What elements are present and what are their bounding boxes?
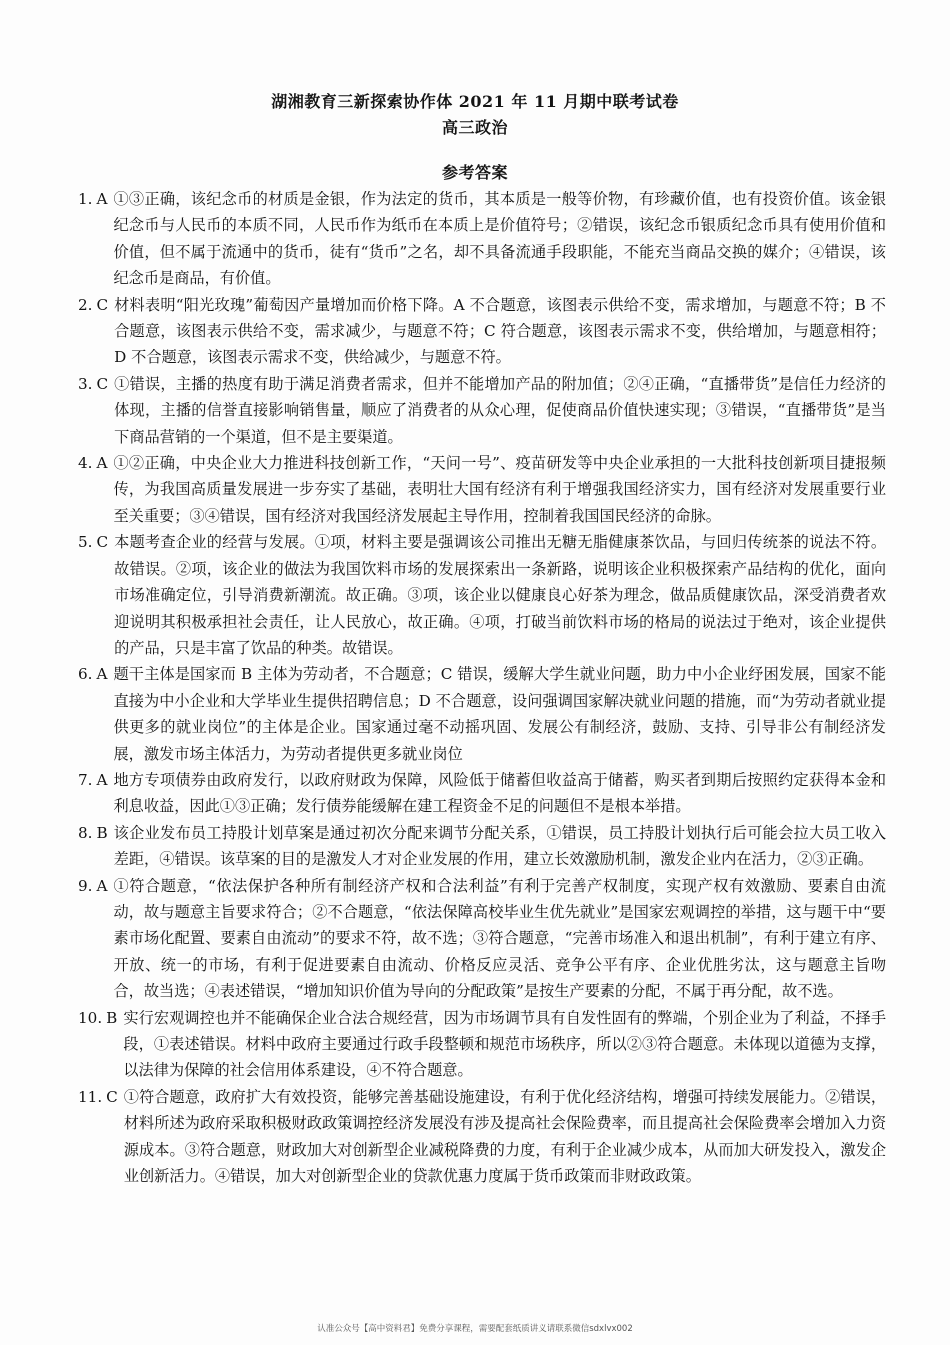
answer-item-8 [78,820,886,873]
answer-item-5 [78,529,886,661]
section-heading: 参考答案 [441,163,508,182]
item-number: 1. [78,190,93,208]
item-explanation: ①符合题意，“依法保护各种所有制经济产权和合法利益”有利于完善产权制度，实现产权有效激励、要素自由流动，故与题意主旨要求符合；②不合题意，“依法保障高校毕业生优先就业”是国家宏观调控的举措，这与题干中“要素市场化配置、要素自由流动”的要求不符，故不选；③符合题意，“完善市场准入和退出机制”，有利于建立有序、开放、统一的市场，有利于促进要素自由流动、价格反应灵活、竞争公平有序、企业优胜劣汰，这与题意主旨吻合，故当选；④表述错误，“增加知识价值为导向的分配政策”是按生产要素的分配，不属于再分配，故不选。 [113,876,886,1001]
item-number: 8. [78,823,93,842]
exam-subject: 高三政治 [441,118,508,137]
item-answer: C [96,374,109,393]
item-number: 2. [78,295,93,314]
item-explanation: 地方专项债券由政府发行，以政府财政为保障，风险低于储蓄但收益高于储蓄，购买者到期后按照约定获得本金和利息收益，因此①③正确；发行债券能缓解在建工程资金不足的问题但不是根本举措。 [113,770,886,816]
answer-item-7 [78,767,886,820]
item-number: 11. [78,1087,103,1106]
answer-list [78,186,886,1189]
item-number: 4. [78,454,93,473]
item-explanation: ①②正确，中央企业大力推进科技创新工作，“天问一号”、疫苗研发等中央企业承担的一大批科技创新项目捷报频传，为我国高质量发展进一步夯实了基础，表明壮大国有经济有利于增强我国经济实力，国有经济对发展重要行业至关重要；③④错误，国有经济对我国经济发展起主导作用，控制着我国国民经济的命脉。 [113,454,886,525]
item-explanation: ①③正确，该纪念币的材质是金银，作为法定的货币，其本质是一般等价物，有珍藏价值，也有投资价值。该金银纪念币与人民币的本质不同，人民币作为纸币在本质上是价值符号；②错误，该纪念币银质纪念币具有使用价值和价值，但不属于流通中的货币，徒有“货币”之名，却不具备流通手段职能，不能充当商品交换的媒介；④错误，该纪念币是商品，有价值。 [113,190,886,288]
item-explanation: 材料表明“阳光玫瑰”葡萄因产量增加而价格下降。A 不合题意，该图表示供给不变，需求增加，与题意不符；B 不合题意，该图表示供给不变，需求减少，与题意不符；C 符合题意，该图表示需求不变，供给增加，与题意相符；D 不合题意，该图表示需求不变，供给减少，与题意不符。 [114,295,886,367]
item-answer: A [96,770,108,789]
item-answer: A [96,665,108,684]
answer-item-10 [78,1005,886,1084]
item-number: 10. [78,1008,103,1027]
item-number: 3. [78,374,93,393]
item-explanation: 该企业发布员工持股计划草案是通过初次分配来调节分配关系，①错误，员工持股计划执行后可能会拉大员工收入差距，④错误。该草案的目的是激发人才对企业发展的作用，建立长效激励机制，激发企业内在活力，②③正确。 [113,823,886,869]
item-number: 6. [78,665,93,684]
item-answer: C [106,1087,118,1106]
item-answer: C [96,533,109,552]
item-answer: B [96,823,108,842]
answer-item-9 [78,873,886,1005]
item-answer: A [96,190,108,208]
item-number: 5. [78,533,93,552]
item-explanation: 本题考查企业的经营与发展。①项，材料主要是强调该公司推出无糖无脂健康茶饮品，与回归传统茶的说法不符。故错误。②项，该企业的做法为我国饮料市场的发展探索出一条新路，说明该企业积极探索产品结构的优化，面向市场准确定位，引导消费新潮流。故正确。③项，该企业以健康良心好茶为理念，做品质健康饮品，深受消费者欢迎说明其积极承担社会责任，让人民放心，故正确。④项，打破当前饮料市场的格局的说法过于绝对，该企业提供的产品，只是丰富了饮品的种类。故错误。 [114,533,886,657]
item-answer: A [96,454,108,473]
answer-item-4 [78,450,886,529]
answer-item-1 [78,186,886,292]
item-explanation: 实行宏观调控也并不能确保企业合法合规经营，因为市场调节具有自发性固有的弊端，个别企业为了利益，不择手段，①表述错误。材料中政府主要通过行政手段整顿和规范市场秩序，所以②③符合题意。未体现以道德为支撑，以法律为保障的社会信用体系建设，④不符合题意。 [123,1008,886,1080]
answer-item-11 [78,1084,886,1190]
item-number: 9. [78,876,93,895]
page-footer: 认准公众号【高中资料君】免费分享课程，需要配套纸质讲义请联系微信sdxlvx002 [317,1324,633,1334]
answer-item-3 [78,371,886,450]
answer-item-6 [78,661,886,767]
item-answer: A [96,876,108,895]
exam-title: 湖湘教育三新探索协作体 2021 年 11 月期中联考试卷 [271,92,679,111]
item-answer: B [106,1008,118,1027]
item-explanation: ①错误，主播的热度有助于满足消费者需求，但并不能增加产品的附加值；②④正确，“直播带货”是信任力经济的体现，主播的信誉直接影响销售量，顺应了消费者的从众心理，促使商品价值快速实现；③错误，“直播带货”是当下商品营销的一个渠道，但不是主要渠道。 [114,374,886,446]
item-number: 7. [78,770,93,789]
item-answer: C [96,295,109,314]
item-explanation: 题干主体是国家而 B 主体为劳动者，不合题意；C 错误，缓解大学生就业问题，助力中小企业纾困发展，国家不能直接为中小企业和大学毕业生提供招聘信息；D 不合题意，设问强调国家解决就业问题的措施，而“为劳动者就业提供更多的就业岗位”的主体是企业。国家通过毫不动摇巩固、发展公有制经济，鼓励、支持、引导非公有制经济发展，激发市场主体活力，为劳动者提供更多就业岗位 [113,665,886,763]
answer-item-2 [78,292,886,371]
item-explanation: ①符合题意，政府扩大有效投资，能够完善基础设施建设，有利于优化经济结构，增强可持续发展能力。②错误，材料所述为政府采取积极财政政策调控经济发展没有涉及提高社会保险费率，而且提高社会保险费率会增加入力资源成本。③符合题意，财政加大对创新型企业减税降费的力度，有利于企业减少成本，从而加大研发投入，激发企业创新活力。④错误，加大对创新型企业的贷款优惠力度属于货币政策而非财政政策。 [123,1087,886,1186]
